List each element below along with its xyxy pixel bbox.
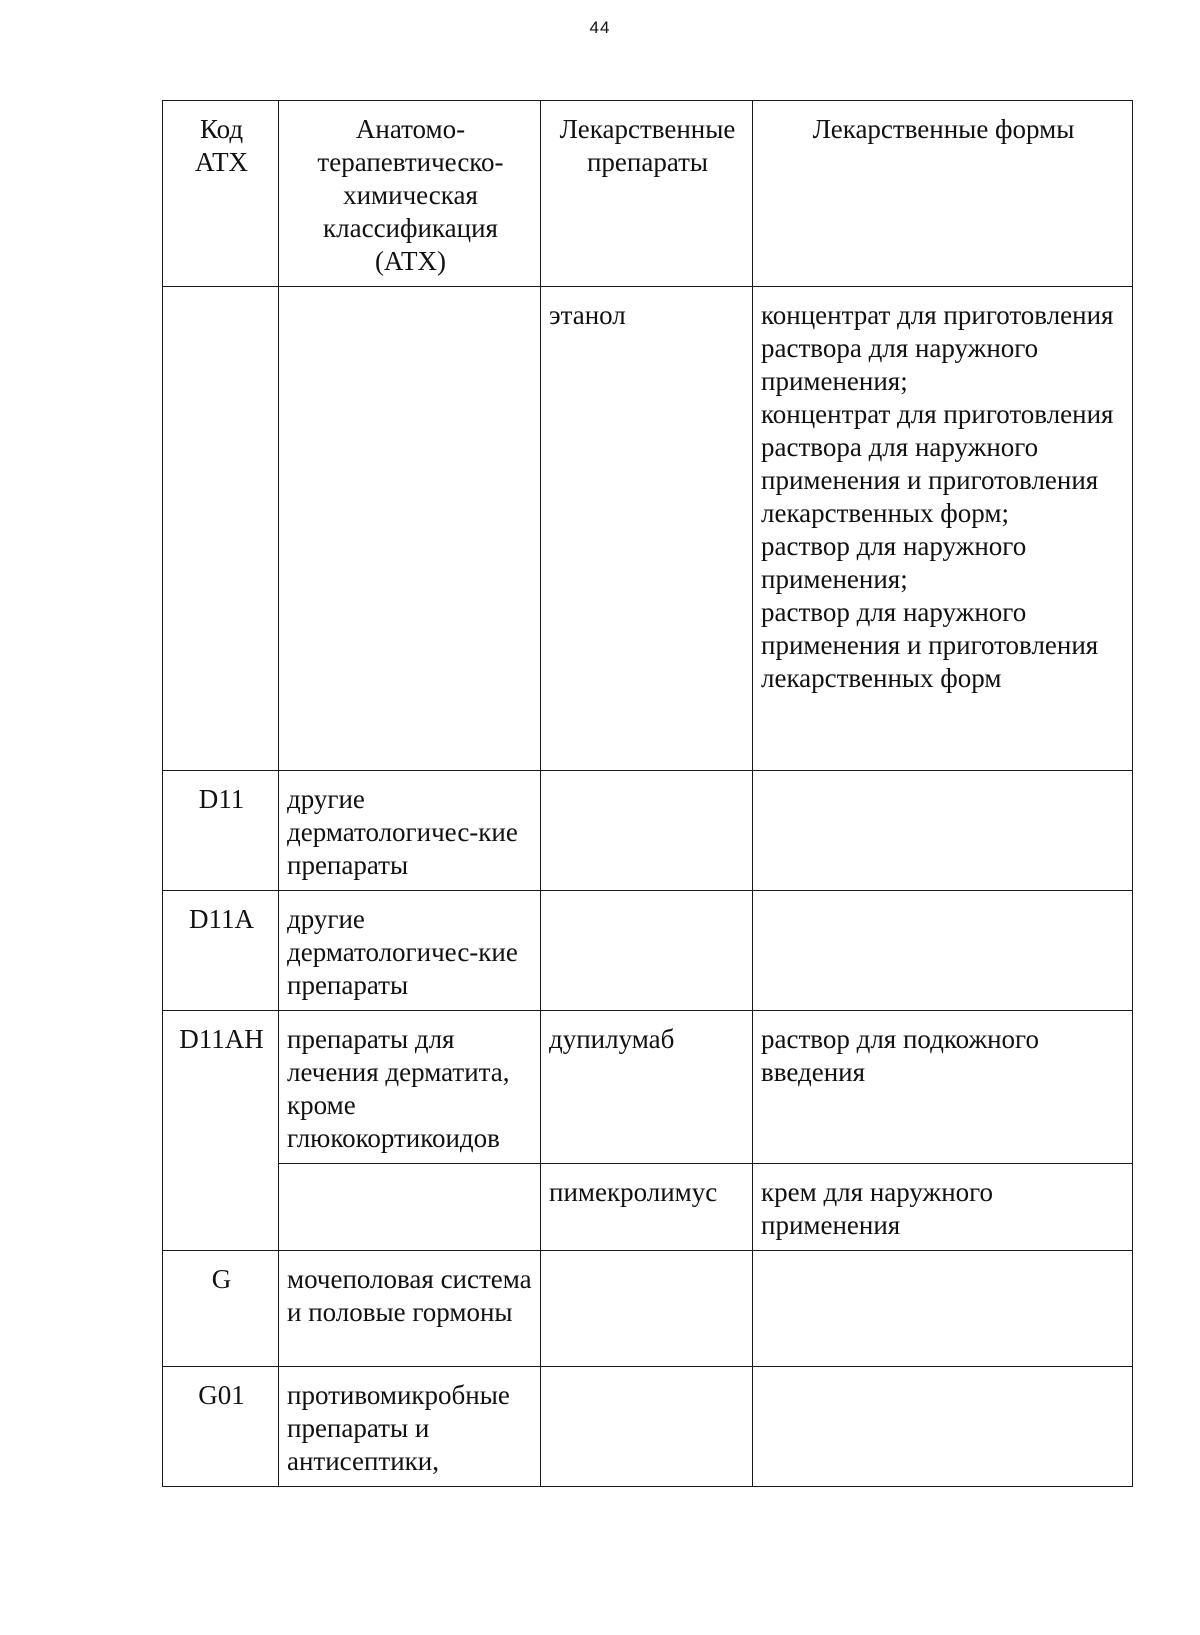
cell-drug bbox=[541, 771, 753, 891]
table-row bbox=[163, 891, 1133, 1011]
table-row bbox=[163, 287, 1133, 771]
header-dosage-forms: Лекарственные формы bbox=[753, 101, 1133, 287]
table-row bbox=[163, 1011, 1133, 1164]
dosage-form: раствор для подкожного введения bbox=[761, 1024, 1039, 1087]
atc-table bbox=[162, 100, 1133, 1487]
cell-atc: другие дерматологичес-кие препараты bbox=[279, 891, 541, 1011]
table-row bbox=[163, 1367, 1133, 1487]
cell-forms bbox=[753, 287, 1133, 771]
cell-drug bbox=[541, 891, 753, 1011]
cell-drug bbox=[541, 1251, 753, 1367]
cell-atc: мочеполовая система и половые гормоны bbox=[279, 1251, 541, 1367]
header-drugs: Лекарственные препараты bbox=[541, 101, 753, 287]
cell-code: D11A bbox=[163, 891, 279, 1011]
page-number: 44 bbox=[589, 18, 611, 37]
header-atc-classification: Анатомо-терапевтическо-химическая классификация (АТХ) bbox=[279, 101, 541, 287]
table-header-row bbox=[163, 101, 1133, 287]
dosage-form: концентрат для приготовления раствора для наружного применения; bbox=[761, 300, 1114, 396]
table-row bbox=[163, 1164, 1133, 1251]
table-row bbox=[163, 771, 1133, 891]
cell-code bbox=[163, 287, 279, 771]
cell-forms bbox=[753, 1251, 1133, 1367]
cell-drug: этанол bbox=[541, 287, 753, 771]
cell-atc bbox=[279, 287, 541, 771]
cell-atc: противомикробные препараты и антисептики, bbox=[279, 1367, 541, 1487]
cell-forms bbox=[753, 1011, 1133, 1164]
cell-drug: дупилумаб bbox=[541, 1011, 753, 1164]
cell-drug: пимекролимус bbox=[541, 1164, 753, 1251]
cell-forms bbox=[753, 771, 1133, 891]
header-code: Код АТХ bbox=[163, 101, 279, 287]
cell-atc bbox=[279, 1164, 541, 1251]
cell-atc: препараты для лечения дерматита, кроме глюкокортикоидов bbox=[279, 1011, 541, 1164]
cell-atc: другие дерматологичес-кие препараты bbox=[279, 771, 541, 891]
dosage-form: крем для наружного применения bbox=[761, 1177, 994, 1240]
cell-forms bbox=[753, 1164, 1133, 1251]
cell-forms bbox=[753, 1367, 1133, 1487]
cell-code: G bbox=[163, 1251, 279, 1367]
cell-code: G01 bbox=[163, 1367, 279, 1487]
cell-code: D11 bbox=[163, 771, 279, 891]
dosage-form: раствор для наружного применения; bbox=[761, 531, 1027, 594]
dosage-form: концентрат для приготовления раствора для наружного применения и приготовления лекарственных форм; bbox=[761, 399, 1114, 528]
table-row bbox=[163, 1251, 1133, 1367]
cell-forms bbox=[753, 891, 1133, 1011]
cell-code: D11AH bbox=[163, 1011, 279, 1251]
cell-drug bbox=[541, 1367, 753, 1487]
dosage-form: раствор для наружного применения и приготовления лекарственных форм bbox=[761, 597, 1099, 693]
